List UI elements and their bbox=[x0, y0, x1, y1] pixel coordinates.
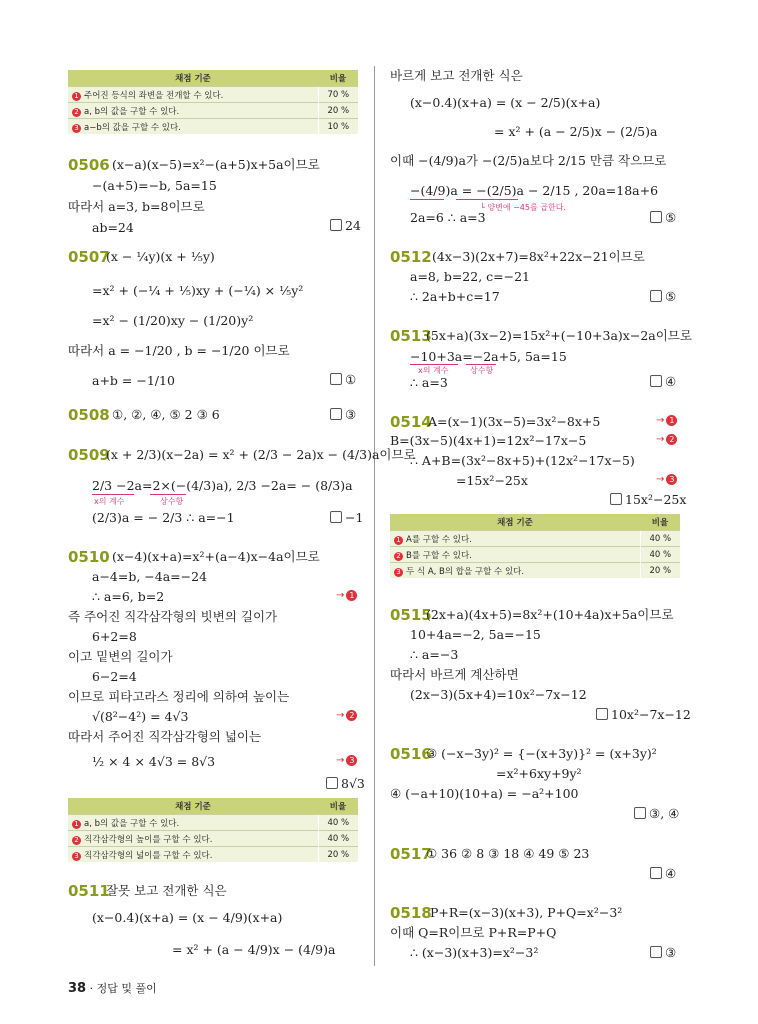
table-row bbox=[390, 563, 640, 579]
answer-icon bbox=[650, 946, 662, 958]
solution-line: (x − ¼y)(x + ⅕y) bbox=[106, 249, 215, 264]
problem-number: 0513 bbox=[390, 327, 432, 345]
scoring-table-2 bbox=[68, 798, 358, 862]
ratio-cell: 40 % bbox=[318, 831, 358, 847]
criteria-text: B를 구할 수 있다. bbox=[406, 550, 472, 561]
solution-line: (x−0.4)(x+a) = (x − 2/5)(x+a) bbox=[410, 95, 601, 110]
solution-line: (2x−3)(5x+4)=10x²−7x−12 bbox=[410, 687, 587, 702]
solution-line: ∴ (x−3)(x+3)=x²−3² bbox=[410, 945, 539, 960]
answer-mark bbox=[596, 707, 691, 722]
solution-line: = x² + (a − 2/5)x − (2/5)a bbox=[494, 124, 658, 139]
annotation-label: 상수항 bbox=[470, 366, 494, 375]
problem-number: 0507 bbox=[68, 248, 110, 266]
answer-mark bbox=[650, 374, 676, 389]
solution-line: ④ (−a+10)(10+a) = −a²+100 bbox=[390, 786, 579, 801]
step-marker: 1 bbox=[72, 820, 81, 829]
step-marker: 2 bbox=[72, 108, 81, 117]
step-marker: 3 bbox=[394, 568, 403, 577]
solution-line: (2x+a)(4x+5)=8x²+(10+4a)x+5a이므로 bbox=[426, 607, 674, 622]
solution-line: (4x−3)(2x+7)=8x²+22x−21이므로 bbox=[432, 249, 645, 264]
step-marker: 3 bbox=[72, 852, 81, 861]
solution-line: a+b = −1/10 bbox=[92, 373, 175, 388]
step-arrow: → 1 bbox=[336, 590, 357, 601]
solution-line: =x² − (1/20)xy − (1/20)y² bbox=[92, 313, 254, 328]
problem-number: 0518 bbox=[390, 904, 432, 922]
table-header: 채점 기준 bbox=[390, 514, 640, 531]
solution-line: ③ (−x−3y)² = {−(x+3y)}² = (x+3y)² bbox=[426, 746, 657, 761]
table-header: 채점 기준 bbox=[68, 70, 318, 87]
solution-line: P+R=(x−3)(x+3), P+Q=x²−3² bbox=[430, 905, 623, 920]
answer-icon bbox=[330, 511, 342, 523]
criteria-text: A를 구할 수 있다. bbox=[406, 534, 472, 545]
answer-value: 15x²−25x bbox=[625, 492, 687, 507]
answer-mark bbox=[650, 945, 676, 960]
solution-line: =15x²−25x bbox=[456, 473, 528, 488]
answer-icon bbox=[650, 867, 662, 879]
solution-line: (5x+a)(3x−2)=15x²+(−10+3a)x−2a이므로 bbox=[426, 328, 692, 343]
table-row bbox=[68, 847, 318, 863]
answer-value: ③, ④ bbox=[649, 806, 680, 821]
solution-line: (x−0.4̇)(x+a) = (x − 4/9)(x+a) bbox=[92, 910, 283, 925]
step-marker: 1 bbox=[394, 536, 403, 545]
step-marker: 3 bbox=[346, 755, 357, 766]
solution-line: a−4=b, −4a=−24 bbox=[92, 569, 208, 584]
step-marker: 1 bbox=[346, 590, 357, 601]
scoring-table-1 bbox=[68, 70, 358, 134]
answer-icon bbox=[330, 408, 342, 420]
annotation-label: 상수항 bbox=[160, 497, 184, 506]
answer-value: ① bbox=[345, 372, 357, 387]
step-arrow: → 3 bbox=[656, 474, 677, 485]
solution-line: ∴ A+B=(3x²−8x+5)+(12x²−17x−5) bbox=[410, 453, 635, 468]
table-row bbox=[390, 547, 640, 563]
answer-value: ③ bbox=[665, 945, 677, 960]
solution-line: 바르게 보고 전개한 식은 bbox=[390, 68, 523, 83]
solution-line: 따라서 a=3, b=8이므로 bbox=[68, 199, 205, 214]
answer-icon bbox=[650, 375, 662, 387]
solution-line: ∴ 2a+b+c=17 bbox=[410, 289, 500, 304]
criteria-text: 두 식 A, B의 합을 구할 수 있다. bbox=[406, 566, 525, 577]
answer-icon bbox=[650, 290, 662, 302]
answer-value: ⑤ bbox=[665, 210, 677, 225]
answer-mark bbox=[326, 776, 365, 791]
answer-icon bbox=[650, 211, 662, 223]
ratio-cell: 10 % bbox=[318, 119, 358, 135]
answer-icon bbox=[634, 807, 646, 819]
solution-line: −(a+5)=−b, 5a=15 bbox=[92, 178, 217, 193]
solution-line: 즉 주어진 직각삼각형의 빗변의 길이가 bbox=[68, 609, 278, 624]
annotation-label: x의 계수 bbox=[94, 497, 125, 506]
underline-mark bbox=[92, 494, 134, 495]
page-number: 38 bbox=[68, 981, 87, 996]
solution-line: ∴ a=6, b=2 bbox=[92, 589, 165, 604]
underline-mark bbox=[150, 494, 186, 495]
solution-line: −(4/9)a = −(2/5)a − 2/15 , 20a=18a+6 bbox=[410, 183, 659, 198]
solution-line: ①, ②, ④, ⑤ 2 ③ 6 bbox=[112, 407, 220, 422]
underline-mark bbox=[410, 199, 444, 200]
answer-mark bbox=[330, 218, 361, 233]
ratio-cell: 20 % bbox=[318, 103, 358, 119]
step-arrow: → 1 bbox=[656, 415, 677, 426]
table-row bbox=[68, 87, 318, 103]
answer-icon bbox=[330, 373, 342, 385]
solution-line: =x² + (−¼ + ⅕)xy + (−¼) × ⅕y² bbox=[92, 283, 304, 298]
ratio-cell: 40 % bbox=[640, 531, 680, 547]
answer-mark bbox=[650, 866, 676, 881]
answer-value: ④ bbox=[665, 866, 677, 881]
solution-line: 6−2=4 bbox=[92, 669, 137, 684]
solution-line: 10+4a=−2, 5a=−15 bbox=[410, 627, 541, 642]
step-marker: 1 bbox=[666, 415, 677, 426]
solution-line: 이때 Q=R이므로 P+R=P+Q bbox=[390, 925, 557, 940]
problem-number: 0515 bbox=[390, 606, 432, 624]
column-divider bbox=[374, 66, 375, 966]
step-arrow: → 2 bbox=[336, 710, 357, 721]
step-marker: 3 bbox=[666, 474, 677, 485]
table-row bbox=[68, 815, 318, 831]
underline-mark bbox=[456, 199, 518, 200]
ratio-cell: 20 % bbox=[640, 563, 680, 579]
solution-line: 이므로 피타고라스 정리에 의하여 높이는 bbox=[68, 689, 290, 704]
table-row bbox=[68, 831, 318, 847]
solution-line: B=(3x−5)(4x+1)=12x²−17x−5 bbox=[390, 433, 587, 448]
solution-line: ½ × 4 × 4√3 = 8√3 bbox=[92, 754, 216, 769]
solution-line: 이고 밑변의 길이가 bbox=[68, 649, 173, 664]
step-marker: 2 bbox=[346, 710, 357, 721]
solution-line: 따라서 a = −1/20 , b = −1/20 이므로 bbox=[68, 343, 290, 358]
step-arrow: → 2 bbox=[656, 434, 677, 445]
solution-line: (x + 2/3)(x−2a) = x² + (2/3 − 2a)x − (4/3)a이므로 bbox=[106, 447, 416, 462]
answer-icon bbox=[330, 219, 342, 231]
problem-number: 0516 bbox=[390, 745, 432, 763]
ratio-cell: 70 % bbox=[318, 87, 358, 103]
criteria-text: 직각삼각형의 높이를 구할 수 있다. bbox=[84, 834, 213, 845]
step-marker: 3 bbox=[72, 124, 81, 133]
problem-number: 0512 bbox=[390, 248, 432, 266]
criteria-text: a, b의 값을 구할 수 있다. bbox=[84, 818, 180, 829]
solution-line: 따라서 바르게 계산하면 bbox=[390, 667, 519, 682]
solution-line: A=(x−1)(3x−5)=3x²−8x+5 bbox=[428, 414, 601, 429]
solution-line: = x² + (a − 4/9)x − (4/9)a bbox=[172, 942, 336, 957]
problem-number: 0510 bbox=[68, 548, 110, 566]
table-row bbox=[390, 531, 640, 547]
criteria-text: 직각삼각형의 넓이를 구할 수 있다. bbox=[84, 850, 213, 861]
criteria-text: a−b의 값을 구할 수 있다. bbox=[84, 122, 181, 133]
step-marker: 2 bbox=[666, 434, 677, 445]
answer-icon bbox=[596, 708, 608, 720]
problem-number: 0508 bbox=[68, 406, 110, 424]
answer-mark bbox=[650, 210, 676, 225]
answer-icon bbox=[326, 777, 338, 789]
ratio-cell: 20 % bbox=[318, 847, 358, 863]
step-marker: 2 bbox=[394, 552, 403, 561]
answer-value: 10x²−7x−12 bbox=[611, 707, 691, 722]
solution-line: ① 36 ② 8 ③ 18 ④ 49 ⑤ 23 bbox=[426, 846, 590, 861]
solution-line: ∴ a=−3 bbox=[410, 647, 459, 662]
solution-line: =x²+6xy+9y² bbox=[496, 766, 582, 781]
answer-value: 24 bbox=[345, 218, 361, 233]
answer-icon bbox=[610, 493, 622, 505]
answer-mark bbox=[330, 372, 356, 387]
solution-line: (x−a)(x−5)=x²−(a+5)x+5a이므로 bbox=[112, 157, 320, 172]
table-header: 채점 기준 bbox=[68, 798, 318, 815]
scoring-table-3 bbox=[390, 514, 680, 578]
table-header: 비율 bbox=[318, 798, 358, 815]
solution-line: 6+2=8 bbox=[92, 629, 137, 644]
answer-value: ④ bbox=[665, 374, 677, 389]
problem-number: 0517 bbox=[390, 845, 432, 863]
solution-line: 따라서 주어진 직각삼각형의 넓이는 bbox=[68, 729, 262, 744]
ratio-cell: 40 % bbox=[318, 815, 358, 831]
answer-value: 8√3 bbox=[341, 776, 365, 791]
ratio-cell: 40 % bbox=[640, 547, 680, 563]
answer-value: ③ bbox=[345, 407, 357, 422]
answer-mark bbox=[330, 510, 363, 525]
solution-line: 이때 −(4/9)a가 −(2/5)a보다 2/15 만큼 작으므로 bbox=[390, 153, 667, 168]
problem-number: 0509 bbox=[68, 446, 110, 464]
annotation-label: x의 계수 bbox=[418, 366, 449, 375]
answer-mark bbox=[610, 492, 686, 507]
problem-number: 0511 bbox=[68, 882, 110, 900]
problem-number: 0506 bbox=[68, 156, 110, 174]
table-header: 비율 bbox=[318, 70, 358, 87]
table-header: 비율 bbox=[640, 514, 680, 531]
criteria-text: 주어진 등식의 좌변을 전개할 수 있다. bbox=[84, 90, 224, 101]
step-marker: 2 bbox=[72, 836, 81, 845]
footer-title: 정답 및 풀이 bbox=[96, 982, 157, 995]
answer-value: ⑤ bbox=[665, 289, 677, 304]
answer-value: −1 bbox=[345, 510, 364, 525]
solution-line: ab=24 bbox=[92, 220, 134, 235]
answer-mark bbox=[650, 289, 676, 304]
annotation-text: 양변에 −45를 곱한다. bbox=[487, 203, 566, 212]
answer-mark bbox=[634, 806, 679, 821]
table-row bbox=[68, 119, 318, 135]
solution-line: 2a=6 ∴ a=3 bbox=[410, 210, 486, 225]
criteria-text: a, b의 값을 구할 수 있다. bbox=[84, 106, 180, 117]
step-arrow: → 3 bbox=[336, 755, 357, 766]
solution-line: 잘못 보고 전개한 식은 bbox=[106, 883, 227, 898]
step-marker: 1 bbox=[72, 92, 81, 101]
annotation-label: └ 양변에 −45를 곱한다. bbox=[480, 203, 566, 212]
problem-number: 0514 bbox=[390, 413, 432, 431]
solution-line: ∴ a=3 bbox=[410, 375, 448, 390]
solution-line: (x−4)(x+a)=x²+(a−4)x−4a이므로 bbox=[112, 549, 320, 564]
answer-mark bbox=[330, 407, 356, 422]
solution-line: √(8²−4²) = 4√3 bbox=[92, 709, 189, 724]
solution-line: −10+3a=−2a+5, 5a=15 bbox=[410, 349, 567, 364]
page-footer: 38 · 정답 및 풀이 bbox=[68, 981, 157, 996]
solution-line: (2/3)a = − 2/3 ∴ a=−1 bbox=[92, 510, 235, 525]
solution-line: 2/3 −2a=2×(−(4/3)a), 2/3 −2a= − (8/3)a bbox=[92, 478, 353, 493]
table-row bbox=[68, 103, 318, 119]
solution-line: a=8, b=22, c=−21 bbox=[410, 269, 531, 284]
